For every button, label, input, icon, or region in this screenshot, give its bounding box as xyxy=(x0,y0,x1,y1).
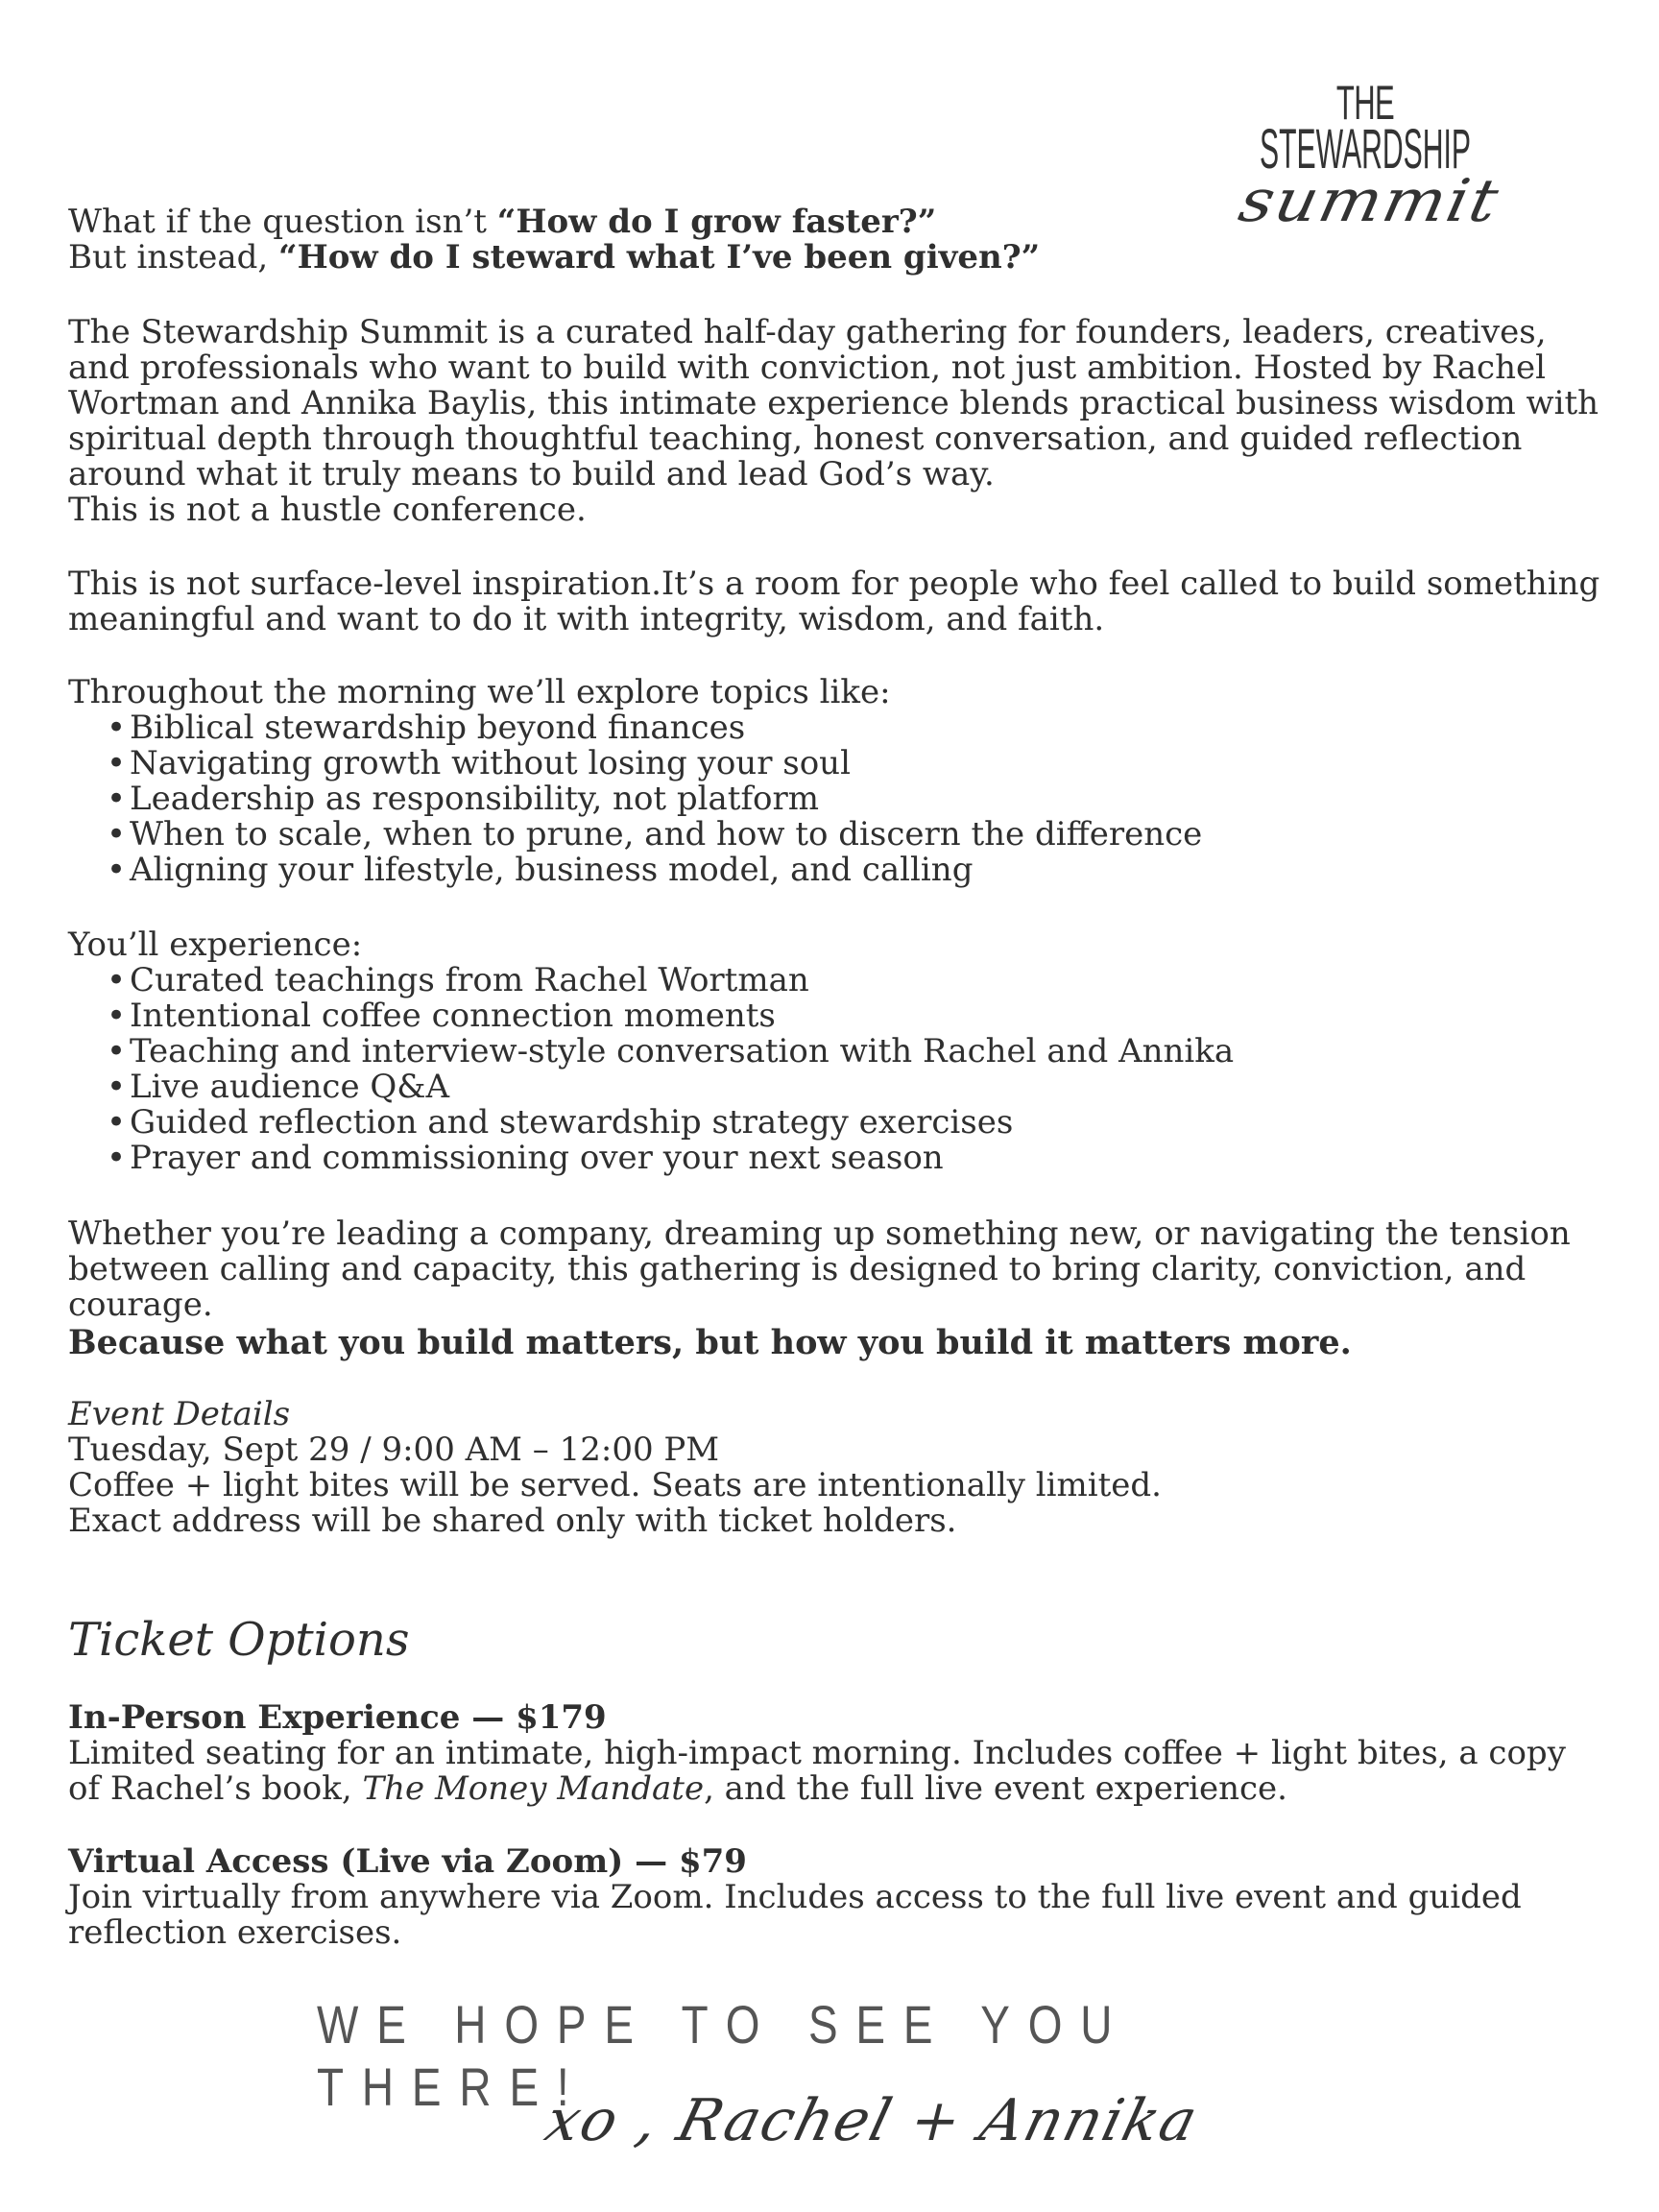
topics-intro: Throughout the morning we’ll explore topics like: xyxy=(68,673,891,711)
closing-paragraph xyxy=(68,1216,1604,1323)
logo-line-stewardship: STEWARDSHIP xyxy=(1259,118,1472,180)
list-item: • Navigating growth without losing your soul xyxy=(107,746,1604,781)
in-person-title: In-Person Experience — $179 xyxy=(68,1698,607,1737)
event-details-heading: Event Details xyxy=(68,1395,291,1433)
list-item: • Aligning your lifestyle, business model, and calling xyxy=(107,853,1604,888)
in-person-ticket xyxy=(68,1700,1604,1807)
list-item: • Curated teachings from Rachel Wortman xyxy=(107,963,1604,998)
event-address: Exact address will be shared only with ticket holders. xyxy=(68,1502,957,1540)
list-item: • When to scale, when to prune, and how to discern the difference xyxy=(107,817,1604,853)
q2-prefix: But instead, xyxy=(68,238,279,276)
in-person-desc-a: Limited seating for an intimate, high-impact morning. Includes coffee + light bites, a copy of Rachel’s book, xyxy=(68,1734,1566,1808)
list-item: • Guided reflection and stewardship strategy exercises xyxy=(107,1105,1604,1141)
in-person-description xyxy=(68,1736,1604,1807)
topics-section xyxy=(68,675,1604,888)
event-food: Coffee + light bites will be served. Seats are intentionally limited. xyxy=(68,1466,1162,1504)
intro-question-1 xyxy=(68,204,1604,240)
in-person-desc-b: , and the full live event experience. xyxy=(704,1769,1287,1808)
surface-text: This is not surface-level inspiration.It’s a room for people who feel called to build something meaningful and want to do it with integrity, wisdom, and faith. xyxy=(68,565,1600,638)
logo-line-summit: summit xyxy=(1233,166,1506,236)
list-item: • Intentional coffee connection moments xyxy=(107,998,1604,1034)
virtual-title: Virtual Access (Live via Zoom) — $79 xyxy=(68,1842,747,1881)
experience-section xyxy=(68,927,1604,1176)
closing-text: Whether you’re leading a company, dreaming up something new, or navigating the tension between calling and capacity, this gathering is designed to bring clarity, conviction, and courage. xyxy=(68,1214,1571,1324)
q1-bold: “How do I grow faster?” xyxy=(496,203,937,241)
signoff-signature: xo , Rachel + Annika xyxy=(539,2087,1206,2154)
virtual-ticket xyxy=(68,1844,1604,1951)
list-item: • Prayer and commissioning over your next season xyxy=(107,1141,1604,1176)
hope-to-see-you: WE HOPE TO SEE YOU THERE! xyxy=(317,1994,1131,2117)
description-paragraph: The Stewardship Summit is a curated half-day gathering for founders, leaders, creatives, and professionals who want to build with conviction, not just ambition. Hosted by Rachel Wortman and Annika Baylis, this intimate experience blends practical business wisdom with spiritual depth through thoughtful teaching, honest conversation, and guided reflection around what it truly means to build and lead God’s way. xyxy=(68,313,1599,493)
q2-bold: “How do I steward what I’ve been given?” xyxy=(278,238,1041,276)
q1-prefix: What if the question isn’t xyxy=(68,203,497,241)
description-section xyxy=(68,315,1604,528)
surface-paragraph xyxy=(68,566,1604,637)
event-details xyxy=(68,1397,1604,1539)
event-date: Tuesday, Sept 29 / 9:00 AM – 12:00 PM xyxy=(68,1431,720,1469)
list-item: • Leadership as responsibility, not platform xyxy=(107,781,1604,817)
list-item: • Biblical stewardship beyond finances xyxy=(107,710,1604,746)
intro-question-2 xyxy=(68,240,1604,276)
experience-intro: You’ll experience: xyxy=(68,926,363,964)
experience-list xyxy=(68,963,1604,1176)
ticket-options-heading: Ticket Options xyxy=(68,1613,410,1667)
not-hustle-line: This is not a hustle conference. xyxy=(68,491,587,529)
tagline: Because what you build matters, but how you build it matters more. xyxy=(68,1323,1352,1362)
list-item: • Teaching and interview-style conversation with Rachel and Annika xyxy=(107,1034,1604,1070)
logo-line-the: THE xyxy=(1335,76,1395,130)
topics-list xyxy=(68,710,1604,888)
list-item: • Live audience Q&A xyxy=(107,1070,1604,1105)
virtual-description: Join virtually from anywhere via Zoom. Includes access to the full live event and guided reflection exercises. xyxy=(68,1878,1522,1952)
intro-questions xyxy=(68,204,1604,276)
book-title: The Money Mandate xyxy=(362,1769,705,1808)
